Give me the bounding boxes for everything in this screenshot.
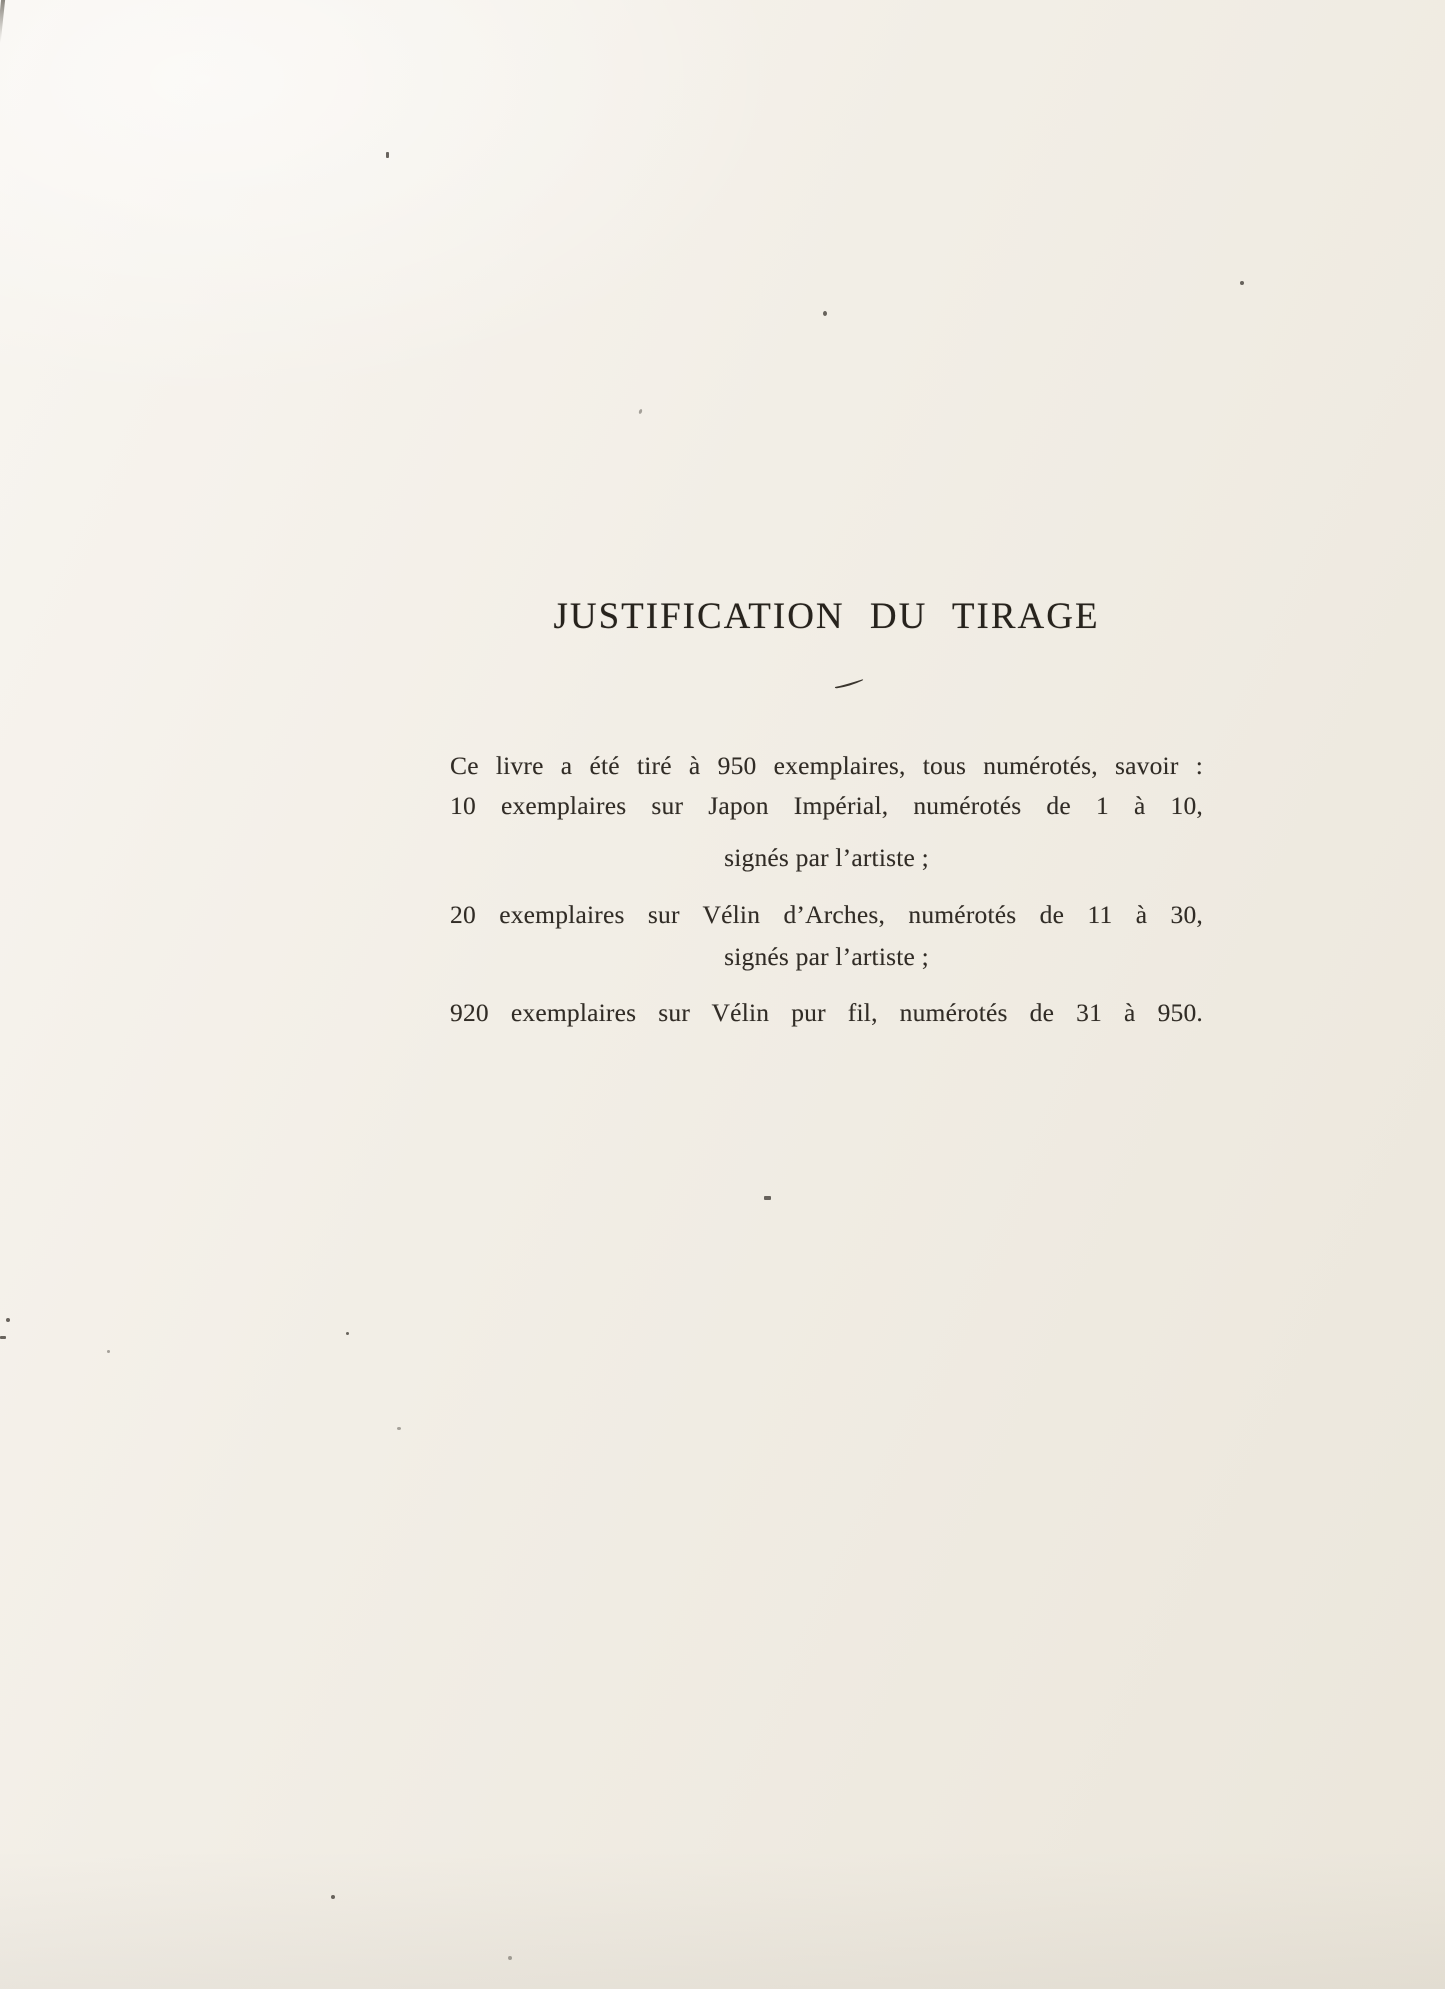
- ornament-dash-icon: [834, 677, 866, 691]
- scan-speck: [397, 1427, 401, 1430]
- scan-speck: [6, 1318, 10, 1322]
- scan-speck: [331, 1895, 335, 1899]
- scan-speck: [638, 409, 643, 415]
- scan-speck: [823, 311, 827, 316]
- scan-edge-artifact: [0, 0, 5, 43]
- colophon-line-purfil: 920 exemplaires sur Vélin pur fil, numérotés de 31 à 950.: [450, 998, 1203, 1027]
- colophon-line-signed-1: signés par l’artiste ;: [724, 843, 929, 872]
- colophon-line-signed-2: signés par l’artiste ;: [724, 942, 929, 971]
- scan-speck: [386, 152, 389, 158]
- scan-speck: [1240, 281, 1244, 285]
- scan-speck: [764, 1196, 771, 1200]
- scan-speck: [508, 1956, 512, 1960]
- page-title: JUSTIFICATION DU TIRAGE: [553, 596, 1100, 637]
- colophon-line-japon: 10 exemplaires sur Japon Impérial, numérotés de 1 à 10,: [450, 791, 1203, 820]
- scan-speck: [107, 1350, 110, 1353]
- scan-speck: [346, 1332, 349, 1335]
- scan-speck: [0, 1336, 6, 1339]
- colophon-line-arches: 20 exemplaires sur Vélin d’Arches, numérotés de 11 à 30,: [450, 900, 1203, 929]
- colophon-line-total: Ce livre a été tiré à 950 exemplaires, tous numérotés, savoir :: [450, 751, 1203, 780]
